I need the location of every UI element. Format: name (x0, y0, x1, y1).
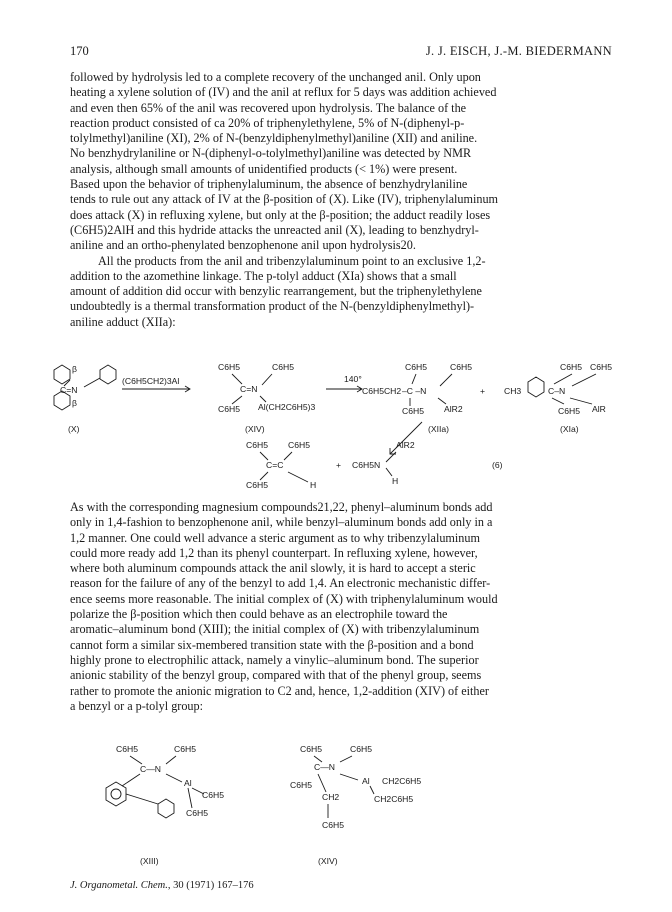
c6h5-label: C6H5 (350, 744, 372, 754)
running-head-authors: J. J. EISCH, J.-M. BIEDERMANN (425, 44, 612, 58)
h-label: H (392, 476, 399, 486)
text-line: could more ready add 1,2 than its phenyl counterpart. In refluxing xylene, however, (70, 545, 478, 560)
al-benzyl-label: Al(CH2C6H5)3 (258, 402, 316, 412)
c-eq-c-label: C=C (266, 460, 284, 470)
c-n-label: C—N (314, 762, 336, 772)
c6h5-label: C6H5 (218, 362, 240, 372)
text-line: heating a xylene solution of (IV) and the anil at reflux for 5 days was addition achieved (70, 85, 497, 100)
c-eq-n-label: C=N (60, 385, 78, 395)
c6h5-label: C6H5 (202, 790, 224, 800)
alr2-label: AlR2 (444, 404, 463, 414)
c6h5-label: C6H5 (246, 480, 268, 490)
text-line: anionic stability of the benzyl group, compared with that of the phenyl group, seems (70, 668, 482, 683)
anilinoaluminum-structure (352, 440, 415, 486)
phenyl-ring-icon (158, 799, 174, 818)
plus-sign: + (480, 386, 486, 396)
text-line: only in 1,4-fashion to benzophenone anil, while benzyl–aluminum bonds add only in a (70, 515, 493, 530)
citation-details: , 30 (1971) 167–176 (167, 880, 254, 891)
transition-state-figure (100, 740, 560, 870)
cation-icon (111, 789, 121, 799)
reagent-label: (C6H5CH2)3Al (122, 376, 180, 386)
c6h5-label: C6H5 (186, 808, 208, 818)
anil-x-structure (54, 364, 116, 434)
text-line: As with the corresponding magnesium compounds21,22, phenyl–aluminum bonds add (70, 500, 493, 514)
text-line: does attack (X) in refluxing xylene, but only at the β-position; the adduct readily loses (70, 207, 491, 222)
text-line: aniline and an ortho-phenylated benzophenone anil upon hydrolysis20. (70, 238, 416, 253)
text-line: cannot form a similar six-membered transition state with the β-position and a bond (70, 637, 474, 652)
text-line: and even then 65% of the anil was recovered upon hydrolysis. The balance of the (70, 100, 467, 115)
compound-label-xiv: (XIV) (245, 424, 265, 434)
text-line: ence seems more reasonable. The initial complex of (X) with triphenylaluminum would (70, 591, 498, 606)
compound-label-xiv: (XIV) (318, 856, 338, 866)
text-line: reason for the failure of any of the benzyl to add 1,4. An electronic mechanistic differ- (70, 576, 491, 591)
c6h5-label: C6H5 (272, 362, 294, 372)
c6h5-label: C6H5 (174, 744, 196, 754)
text-line: amount of addition did occur with benzylic rearrangement, but the triphenylethylene (70, 284, 482, 299)
paragraph-hydrolysis-results (70, 70, 608, 330)
journal-citation (70, 880, 254, 891)
c6h5-label: C6H5 (290, 780, 312, 790)
c6h5-label: C6H5 (402, 406, 424, 416)
c-eq-n-label: C=N (240, 384, 258, 394)
compound-label-x: (X) (68, 424, 80, 434)
text-line: No benzhydrylaniline or N-(diphenyl-o-tolylmethyl)aniline was detected by NMR (70, 146, 472, 161)
c6h5-label: C6H5 (590, 362, 612, 372)
text-line: addition to the azomethine linkage. The p-tolyl adduct (XIa) shows that a small (70, 268, 457, 283)
triphenylethylene-structure (246, 440, 316, 490)
text-line: where both aluminum compounds attack the anil slowly, it is hard to accept a steric (70, 561, 476, 576)
journal-name: J. Organometal. Chem. (70, 880, 168, 891)
equation-number: (6) (492, 460, 503, 470)
text-line: tends to rule out any attack of IV at the β-position of (X). Like (IV), triphenylaluminum (70, 192, 499, 207)
c-n-label: C–N (548, 386, 566, 396)
adduct-xiia-structure (362, 362, 472, 434)
plus-sign: + (336, 460, 342, 470)
ch3-label: CH3 (504, 386, 522, 396)
alr-label: AlR (592, 404, 606, 414)
text-line: analysis, although small amounts of unidentified products (< 1%) were present. (70, 161, 458, 176)
ch2c6h5-label: CH2C6H5 (374, 794, 414, 804)
text-line: followed by hydrolysis led to a complete recovery of the unchanged anil. Only upon (70, 70, 481, 84)
al-label: Al (362, 776, 370, 786)
phenyl-ring-icon (54, 365, 70, 384)
adduct-xia-structure (504, 362, 612, 434)
al-label: Al (184, 778, 192, 788)
complex-xiii-structure (106, 744, 224, 866)
text-line: aniline adduct (XIIa): (70, 314, 176, 329)
h-label: H (310, 480, 317, 490)
text-line: Based upon the behavior of triphenylaluminum, the absence of benzhydrylaniline (70, 177, 468, 192)
c-n-label: –C –N (402, 386, 427, 396)
c6h5-label: C6H5 (322, 820, 344, 830)
ch2-label: CH2 (322, 792, 340, 802)
text-line: rather to promote the anionic migration to C2 and, hence, 1,2-addition (XIV) of either (70, 683, 489, 698)
c6h5-label: C6H5 (116, 744, 138, 754)
text-line: 1,2 manner. One could well advance a steric argument as to why tribenzylaluminum (70, 530, 480, 545)
ch2c6h5-label: CH2C6H5 (382, 776, 422, 786)
text-line: aromatic–aluminum bond (XIII); the initial complex of (X) with tribenzylaluminum (70, 622, 480, 637)
compound-label-xiia: (XIIa) (428, 424, 450, 434)
benzyl-label: C6H5CH2 (362, 386, 402, 396)
phenyl-ring-icon (100, 365, 116, 384)
complex-xiv-structure (218, 362, 316, 434)
text-line: reaction product consisted of ca 20% of triphenylethylene, 5% of N-(diphenyl-p- (70, 115, 465, 130)
tolyl-ring-icon (528, 377, 544, 397)
c6h5-label: C6H5 (288, 440, 310, 450)
complex-xiv-figure-structure (290, 744, 421, 866)
c6h5-label: C6H5 (246, 440, 268, 450)
text-line: All the products from the anil and tribenzylaluminum point to an exclusive 1,2- (98, 253, 486, 268)
c6h5-label: C6H5 (300, 744, 322, 754)
paragraph-mechanism (70, 500, 608, 714)
text-line: (C6H5)2AlH and this hydride attacks the unreacted anil (X), leading to benzhydryl- (70, 222, 479, 237)
page-header (70, 44, 612, 60)
c-n-label: C—N (140, 764, 162, 774)
c6h5-label: C6H5 (450, 362, 472, 372)
c6h5-label: C6H5 (405, 362, 427, 372)
text-line: a benzyl or a p-tolyl group: (70, 698, 204, 713)
text-line: tolylmethyl)aniline (XI), 2% of N-(benzyldiphenylmethyl)aniline (XII) and aniline. (70, 131, 478, 146)
text-line: highly prone to electrophilic attack, namely a vinylic–aluminum bond. The superior (70, 652, 479, 667)
reaction-scheme-6 (40, 356, 640, 496)
temperature-label: 140° (344, 374, 362, 384)
c6h5-label: C6H5 (218, 404, 240, 414)
beta-label: β (72, 364, 77, 374)
alr2-label: AlR2 (396, 440, 415, 450)
c6h5-label: C6H5 (558, 406, 580, 416)
c6h5n-label: C6H5N (352, 460, 381, 470)
page-number: 170 (70, 44, 89, 58)
compound-label-xia: (XIa) (560, 424, 579, 434)
text-line: undoubtedly is a thermal transformation product of the N-(benzyldiphenylmethyl)- (70, 299, 475, 314)
c6h5-label: C6H5 (560, 362, 582, 372)
text-line: polarize the β-position which then could behave as an electrophile toward the (70, 607, 448, 622)
compound-label-xiii: (XIII) (140, 856, 159, 866)
beta-label: β (72, 398, 77, 408)
